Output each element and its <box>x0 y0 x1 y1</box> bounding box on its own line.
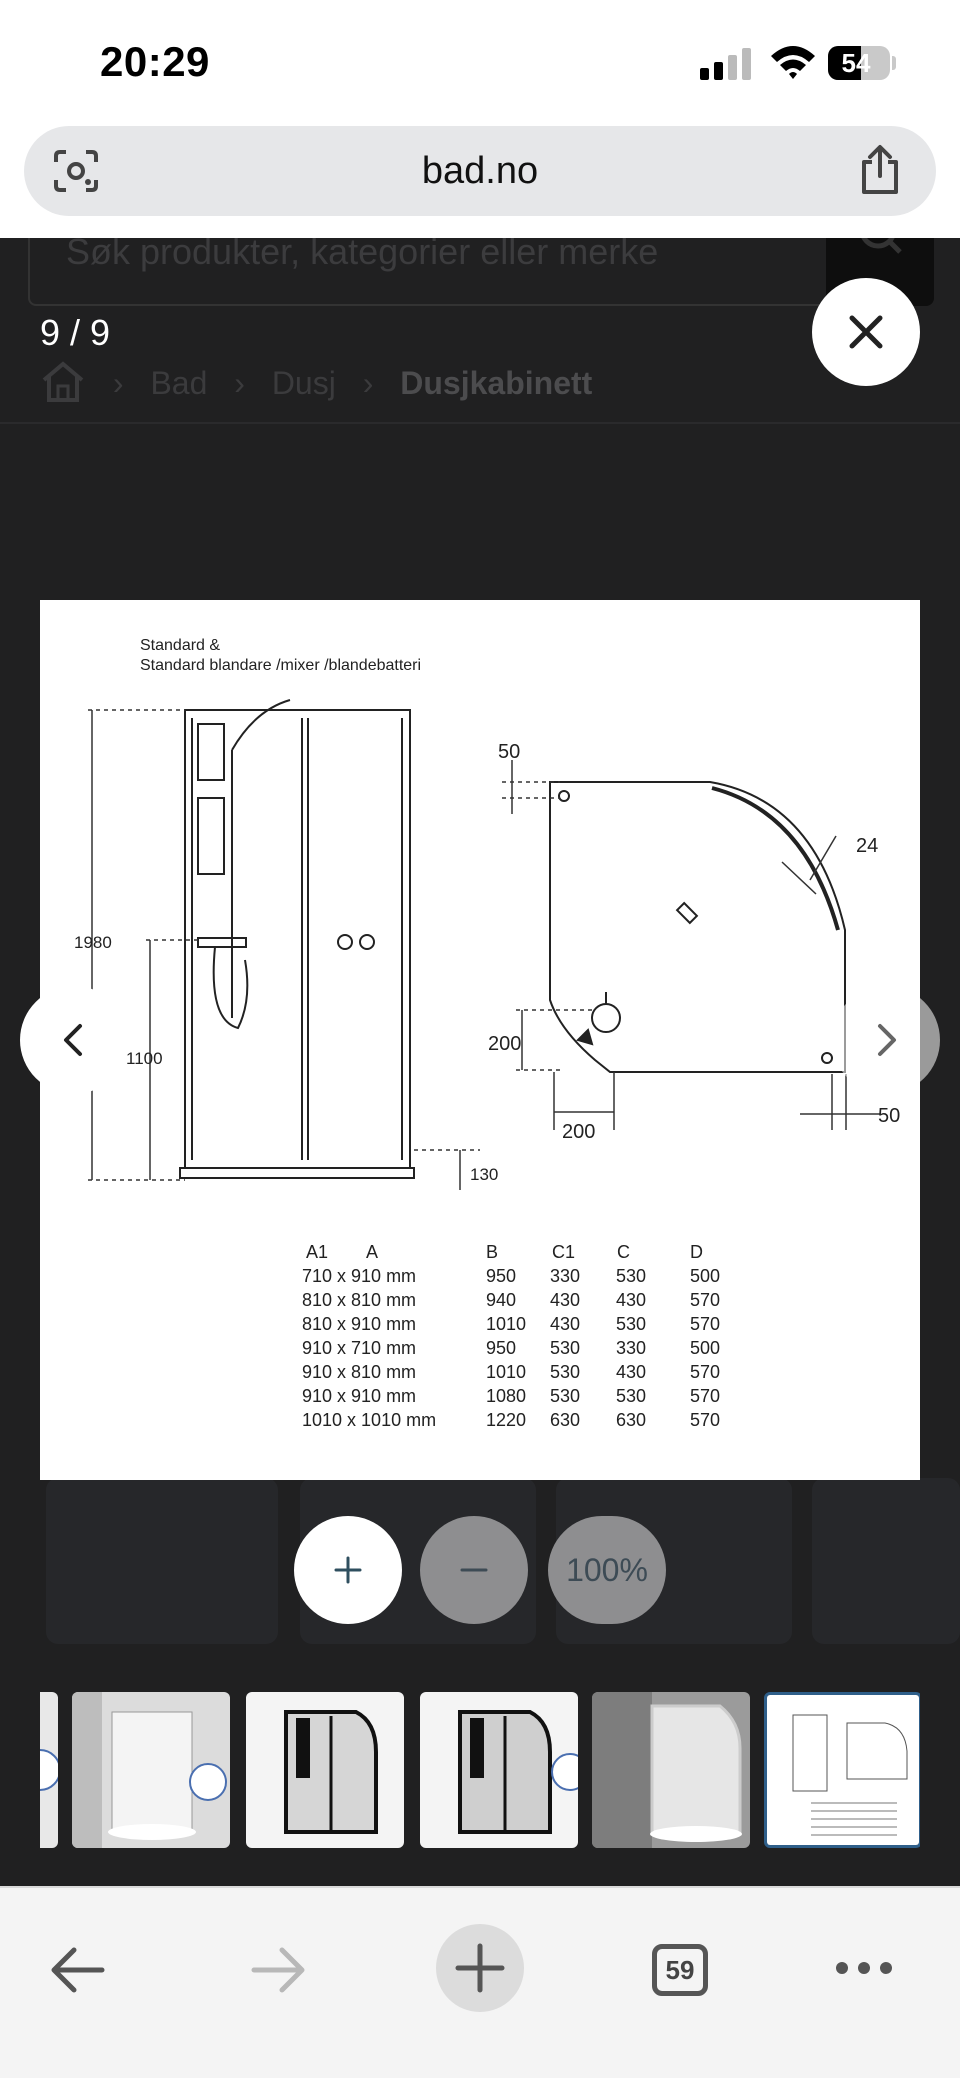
table-cell: 910 x 910 mm <box>302 1386 417 1406</box>
chevron-right-icon <box>832 986 940 1094</box>
shower-front-view <box>180 700 414 1178</box>
table-cell: 630 <box>550 1410 581 1430</box>
table-cell: 630 <box>616 1410 647 1430</box>
chevron-left-icon <box>20 986 128 1094</box>
table-cell: 570 <box>690 1314 721 1334</box>
table-cell: 430 <box>550 1314 581 1334</box>
table-cell: 530 <box>616 1266 647 1286</box>
table-cell: 1080 <box>486 1386 527 1406</box>
table-cell: 1010 <box>486 1314 527 1334</box>
new-tab-button[interactable] <box>436 1924 524 2012</box>
thumbnail[interactable] <box>420 1692 578 1848</box>
table-header: A <box>366 1242 379 1262</box>
table-cell: 500 <box>690 1338 721 1358</box>
chevron-right-icon: › <box>112 365 124 401</box>
gallery-image[interactable] <box>40 600 920 1480</box>
previous-image-button[interactable] <box>20 986 128 1094</box>
table-cell: 530 <box>550 1386 581 1406</box>
plus-icon <box>294 1516 402 1624</box>
dim-base-label: 130 <box>470 1165 499 1184</box>
divider <box>0 422 960 424</box>
background-search-input: Søk produkter, kategorier eller merke <box>28 238 928 306</box>
plus-icon <box>436 1924 524 2012</box>
technical-drawing <box>40 600 920 1480</box>
height-dimensions <box>88 710 480 1190</box>
thumbnail[interactable] <box>246 1692 404 1848</box>
dimension-table <box>302 1242 720 1430</box>
dim-height-label: 1980 <box>74 933 112 952</box>
thumbnail[interactable] <box>72 1692 230 1848</box>
table-cell: 530 <box>550 1338 581 1358</box>
dim-mixer-label: 1100 <box>126 1049 163 1068</box>
table-cell: 810 x 910 mm <box>302 1314 417 1334</box>
breadcrumb <box>40 360 592 402</box>
thumbnail-active[interactable] <box>764 1692 920 1848</box>
cellular-signal-icon <box>700 48 752 80</box>
table-cell: 530 <box>616 1314 647 1334</box>
dim-corner-label: 24 <box>856 835 879 857</box>
table-cell: 810 x 810 mm <box>302 1290 417 1310</box>
dim-bottom-offset-label: 200 <box>562 1121 596 1143</box>
table-cell: 570 <box>690 1386 721 1406</box>
chevron-right-icon: › <box>234 365 245 401</box>
table-cell: 950 <box>486 1338 517 1358</box>
dim-side-offset-label: 200 <box>488 1033 522 1055</box>
drawing-caption: Standard & <box>140 637 221 654</box>
minus-icon <box>420 1516 528 1624</box>
table-cell: 910 x 710 mm <box>302 1338 417 1358</box>
next-image-button[interactable] <box>832 986 940 1094</box>
zoom-out-button[interactable] <box>420 1516 528 1624</box>
table-header: A1 <box>306 1242 329 1262</box>
table-cell: 1220 <box>486 1410 527 1430</box>
table-cell: 940 <box>486 1290 517 1310</box>
breadcrumb-current: Dusjkabinett <box>400 365 593 401</box>
chevron-right-icon: › <box>362 365 374 401</box>
dim-top-offset-label: 50 <box>498 741 521 763</box>
table-cell: 530 <box>550 1362 581 1382</box>
table-cell: 430 <box>616 1290 647 1310</box>
image-counter: 9 / 9 <box>40 312 111 353</box>
tabs-count-button[interactable]: 59 <box>652 1944 708 1996</box>
table-cell: 430 <box>616 1362 647 1382</box>
table-cell: 570 <box>690 1362 721 1382</box>
browser-toolbar <box>0 1886 960 2078</box>
background-card <box>46 1478 278 1644</box>
table-header: B <box>486 1242 499 1262</box>
drawing-caption: Standard blandare /mixer /blandebatteri <box>140 657 422 674</box>
table-header: D <box>690 1242 703 1262</box>
table-cell: 330 <box>616 1338 647 1358</box>
status-time: 20:29 <box>100 38 210 85</box>
table-cell: 910 x 810 mm <box>302 1362 417 1382</box>
table-cell: 1010 x 1010 mm <box>302 1410 437 1430</box>
plan-dimensions <box>502 760 880 1130</box>
battery-icon <box>828 46 890 80</box>
table-cell: 570 <box>690 1290 721 1310</box>
battery-percent: 54 <box>841 48 871 78</box>
table-cell: 500 <box>690 1266 721 1286</box>
thumbnail[interactable] <box>40 1692 58 1848</box>
thumbnail-strip <box>40 1692 920 1850</box>
share-icon[interactable] <box>858 144 902 196</box>
table-header: C <box>617 1242 630 1262</box>
close-button[interactable] <box>812 278 920 386</box>
status-bar <box>0 0 960 120</box>
table-cell: 1010 <box>486 1362 527 1382</box>
home-icon <box>40 360 86 402</box>
search-icon <box>826 238 934 278</box>
table-cell: 950 <box>486 1266 517 1286</box>
table-rows <box>302 1266 720 1430</box>
more-options-icon[interactable] <box>834 1958 894 1978</box>
wifi-icon <box>768 42 818 82</box>
table-cell: 530 <box>616 1386 647 1406</box>
breadcrumb-item: Dusj <box>271 365 336 401</box>
back-arrow-icon[interactable] <box>48 1942 108 1998</box>
forward-arrow-icon[interactable] <box>248 1942 308 1998</box>
zoom-in-button[interactable] <box>294 1516 402 1624</box>
background-card <box>812 1478 960 1644</box>
battery-nub <box>892 56 896 70</box>
table-cell: 570 <box>690 1410 721 1430</box>
browser-chrome-top <box>0 120 960 238</box>
table-header: C1 <box>552 1242 576 1262</box>
table-cell: 330 <box>550 1266 581 1286</box>
breadcrumb-item: Bad <box>150 365 208 401</box>
url-text[interactable]: bad.no <box>421 150 539 192</box>
table-cell: 710 x 910 mm <box>302 1266 417 1286</box>
close-icon <box>812 278 920 386</box>
dim-right-offset-label: 50 <box>878 1105 901 1127</box>
table-cell: 430 <box>550 1290 581 1310</box>
address-bar[interactable] <box>24 126 936 216</box>
shower-plan-view <box>550 782 845 1072</box>
thumbnail[interactable] <box>592 1692 750 1848</box>
zoom-level[interactable]: 100% <box>548 1516 666 1624</box>
